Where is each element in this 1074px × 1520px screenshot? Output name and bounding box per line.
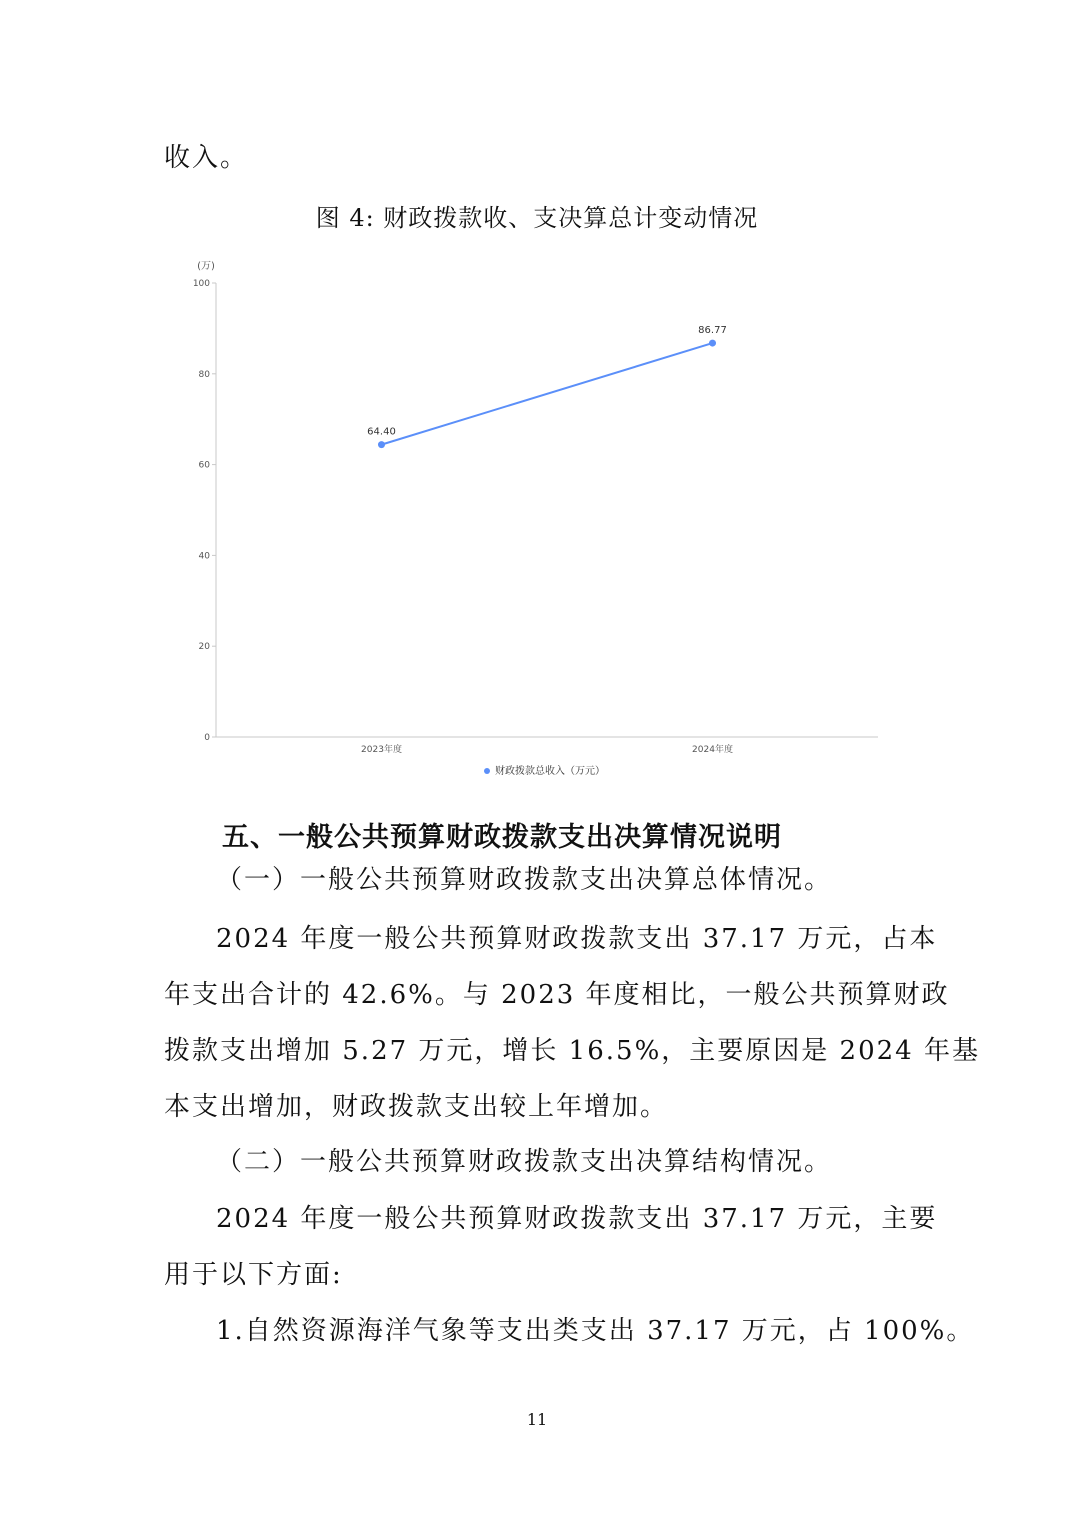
subsection-heading-2: （二）一般公共预算财政拨款支出决算结构情况。 — [216, 1147, 833, 1177]
paragraph-1-line-3: 拨款支出增加 5.27 万元，增长 16.5%，主要原因是 2024 年基 — [164, 1036, 980, 1066]
paragraph-1-line-2: 年支出合计的 42.6%。与 2023 年度相比，一般公共预算财政 — [164, 980, 950, 1010]
y-unit-label: (万) — [197, 261, 215, 272]
y-tick-label: 80 — [198, 369, 210, 380]
section-heading: 五、一般公共预算财政拨款支出决算情况说明 — [222, 822, 782, 853]
paragraph-tail: 收入。 — [164, 143, 249, 173]
legend-marker — [484, 768, 490, 774]
chart-legend — [484, 764, 605, 777]
y-tick-label: 20 — [198, 642, 210, 653]
y-tick-label: 60 — [198, 460, 210, 471]
y-tick-label: 100 — [192, 279, 210, 289]
y-tick-label: 0 — [204, 733, 210, 743]
line-chart — [160, 250, 900, 790]
legend-label: 财政拨款总收入（万元） — [495, 766, 605, 777]
paragraph-2-line-2: 用于以下方面: — [164, 1260, 343, 1290]
chart-axes — [193, 260, 878, 755]
x-tick-label: 2024年度 — [692, 745, 733, 755]
chart-marks — [367, 325, 727, 448]
paragraph-2-line-1: 2024 年度一般公共预算财政拨款支出 37.17 万元，主要 — [216, 1204, 938, 1234]
page-number: 11 — [526, 1410, 548, 1429]
x-tick-label: 2023年度 — [361, 745, 402, 755]
paragraph-1-line-4: 本支出增加，财政拨款支出较上年增加。 — [164, 1092, 669, 1122]
subsection-heading-1: （一）一般公共预算财政拨款支出决算总体情况。 — [216, 865, 833, 895]
data-point — [709, 340, 716, 347]
data-label: 86.77 — [698, 325, 727, 337]
data-label: 64.40 — [367, 426, 396, 438]
list-item-1: 1.自然资源海洋气象等支出类支出 37.17 万元，占 100%。 — [216, 1316, 975, 1346]
data-point — [378, 441, 385, 448]
figure-caption: 图 4: 财政拨款收、支决算总计变动情况 — [315, 204, 759, 232]
y-tick-label: 40 — [198, 551, 210, 562]
paragraph-1-line-1: 2024 年度一般公共预算财政拨款支出 37.17 万元，占本 — [216, 924, 938, 954]
series-line — [382, 343, 713, 445]
